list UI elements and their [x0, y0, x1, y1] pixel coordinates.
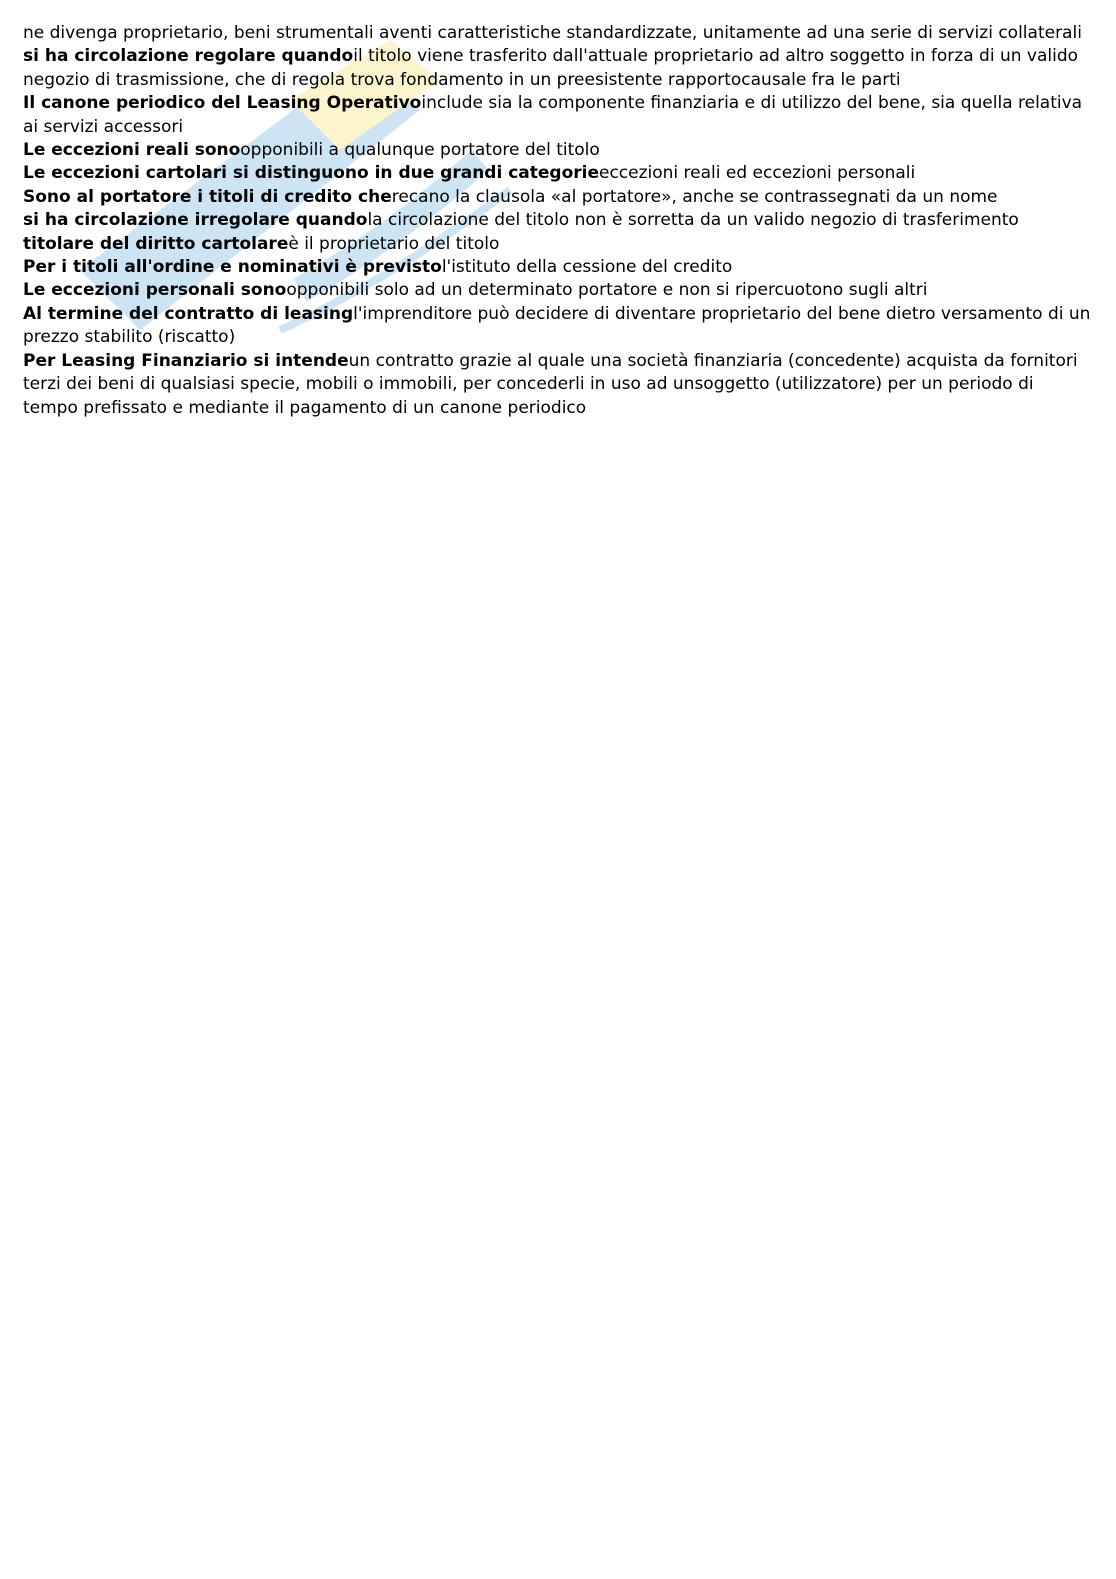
entry-question: titolare del diritto cartolare — [23, 233, 289, 254]
entry-question: Il canone periodico del Leasing Operativo — [23, 93, 422, 114]
entry-question: si ha circolazione irregolare quando — [23, 210, 368, 231]
entry-question: Sono al portatore i titoli di credito che — [23, 186, 392, 207]
entry-answer: l'imprenditore può decidere di diventare proprietario del bene dietro versamento di un prezzo stabilito (riscatto) — [23, 303, 1091, 348]
entry-question: Per i titoli all'ordine e nominativi è previsto — [23, 257, 442, 278]
document-body — [23, 22, 1093, 420]
entry-answer: opponibili solo ad un determinato portatore e non si ripercuotono sugli altri — [286, 280, 928, 301]
entry-2 — [23, 92, 1093, 139]
entry-question: Per Leasing Finanziario si intende — [23, 350, 349, 371]
entry-4 — [23, 162, 1093, 185]
entry-6 — [23, 209, 1093, 232]
entry-question: Le eccezioni cartolari si distinguono in due grandi categorie — [23, 163, 599, 184]
entry-7 — [23, 233, 1093, 256]
entry-answer: recano la clausola «al portatore», anche se contrassegnati da un nome — [391, 186, 998, 207]
entry-0 — [23, 22, 1093, 45]
entry-10 — [23, 303, 1093, 350]
entry-answer: un contratto grazie al quale una società finanziaria (concedente) acquista da fornitori terzi dei beni di qualsiasi specie, mobili o immobili, per concederli in uso ad unsoggetto (utilizzatore) per un periodo di tempo prefissato e mediante il pagamento di un canone periodico — [23, 350, 1078, 418]
entry-question: Le eccezioni reali sono — [23, 140, 241, 161]
entry-answer: l'istituto della cessione del credito — [441, 257, 733, 278]
entry-9 — [23, 279, 1093, 302]
entry-5 — [23, 186, 1093, 209]
entry-answer: la circolazione del titolo non è sorretta da un valido negozio di trasferimento — [367, 210, 1019, 231]
entry-1 — [23, 45, 1093, 92]
entry-question: si ha circolazione regolare quando — [23, 46, 354, 67]
entry-answer: il titolo viene trasferito dall'attuale proprietario ad altro soggetto in forza di un valido negozio di trasmissione, che di regola trova fondamento in un preesistente rapportocausale fra le parti — [23, 46, 1079, 90]
entry-answer: è il proprietario del titolo — [288, 233, 500, 254]
entry-3 — [23, 139, 1093, 162]
entry-question: Al termine del contratto di leasing — [23, 303, 354, 324]
entry-answer: eccezioni reali ed eccezioni personali — [599, 163, 916, 184]
entry-8 — [23, 256, 1093, 279]
entry-answer: include sia la componente finanziaria e di utilizzo del bene, sia quella relativa ai servizi accessori — [23, 93, 1083, 137]
entry-answer: ne divenga proprietario, beni strumentali aventi caratteristiche standardizzate, unitamente ad una serie di servizi collaterali — [23, 23, 1082, 43]
entry-question: Le eccezioni personali sono — [23, 280, 287, 301]
entry-answer: opponibili a qualunque portatore del titolo — [240, 140, 600, 161]
entry-11 — [23, 350, 1093, 420]
